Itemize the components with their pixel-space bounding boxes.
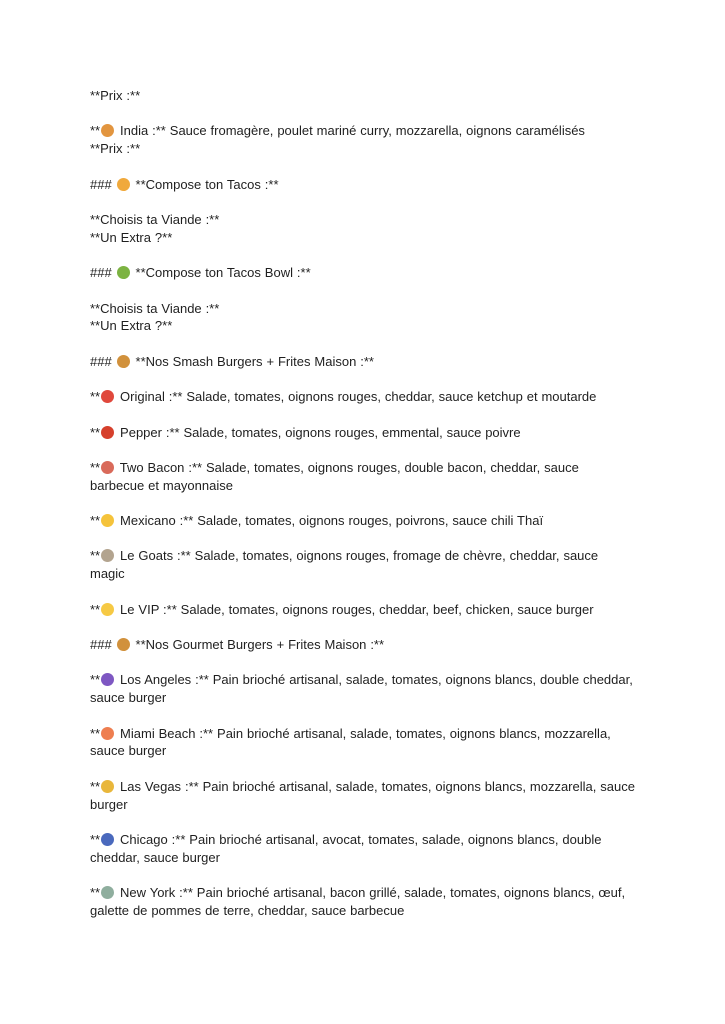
menu-paragraph [90, 671, 636, 707]
markdown-prefix: ** [90, 885, 101, 901]
paragraph-text: New York :** Pain brioché artisanal, bacon grillé, salade, tomates, oignons blancs, œuf, galette de pommes de terre, cheddar, sauce barbecue [90, 885, 626, 918]
paragraph-text: Chicago :** Pain brioché artisanal, avocat, tomates, salade, oignons blancs, double cheddar, sauce burger [90, 832, 602, 865]
goat-icon [101, 549, 114, 562]
menu-paragraph [90, 547, 636, 583]
markdown-prefix: ** [90, 424, 101, 440]
menu-paragraph [90, 884, 636, 920]
menu-paragraph [90, 300, 636, 336]
menu-paragraph [90, 87, 636, 105]
paragraph-text: **Un Extra ?** [90, 229, 173, 245]
paragraph-text: **Choisis ta Viande :** [90, 300, 220, 316]
paragraph-text: Miami Beach :** Pain brioché artisanal, salade, tomates, oignons blancs, mozzarella, sauce burger [90, 725, 611, 759]
paragraph-text: India :** Sauce fromagère, poulet mariné curry, mozzarella, oignons caramélisés [116, 123, 585, 139]
menu-paragraph [90, 424, 636, 442]
menu-paragraph [90, 459, 636, 495]
markdown-prefix: ** [90, 672, 101, 688]
paragraph-text: Las Vegas :** Pain brioché artisanal, salade, tomates, oignons blancs, mozzarella, sauce burger [90, 778, 635, 812]
menu-paragraph [90, 353, 636, 371]
menu-paragraph [90, 601, 636, 619]
menu-paragraph [90, 264, 636, 282]
menu-paragraph [90, 725, 636, 761]
taco-icon [117, 178, 130, 191]
menu-paragraph [90, 778, 636, 814]
menu-paragraph [90, 512, 636, 530]
paragraph-text: Mexicano :** Salade, tomates, oignons rouges, poivrons, sauce chili Thaï [116, 513, 544, 529]
markdown-prefix: ** [90, 725, 101, 741]
paragraph-text: **Choisis ta Viande :** [90, 211, 220, 227]
menu-paragraph [90, 122, 636, 158]
paragraph-text: **Nos Smash Burgers + Frites Maison :** [131, 353, 374, 369]
paragraph-text: Two Bacon :** Salade, tomates, oignons rouges, double bacon, cheddar, sauce barbecue et mayonnaise [90, 459, 579, 493]
paragraph-text: Original :** Salade, tomates, oignons rouges, cheddar, sauce ketchup et moutarde [116, 389, 597, 405]
burger-icon [117, 355, 130, 368]
paragraph-text: Le Goats :** Salade, tomates, oignons rouges, fromage de chèvre, cheddar, sauce magic [90, 548, 599, 582]
markdown-prefix: ** [90, 548, 101, 564]
markdown-prefix: ** [90, 778, 101, 794]
burger-icon [117, 638, 130, 651]
paragraph-text: **Compose ton Tacos Bowl :** [131, 265, 311, 281]
markdown-prefix: ### [90, 176, 116, 192]
slot-machine-icon [101, 780, 114, 793]
markdown-prefix: ** [90, 832, 101, 848]
paragraph-text: Los Angeles :** Pain brioché artisanal, salade, tomates, oignons blancs, double cheddar, sauce burger [90, 672, 633, 706]
green-salad-icon [117, 266, 130, 279]
bacon-icon [101, 461, 114, 474]
menu-paragraph [90, 636, 636, 654]
markdown-prefix: ** [90, 513, 101, 529]
paragraph-text: **Prix :** [90, 141, 141, 157]
markdown-prefix: ** [90, 459, 101, 475]
paragraph-text: **Compose ton Tacos :** [131, 176, 279, 192]
paragraph-text: **Prix :** [90, 88, 141, 103]
flatbread-icon [101, 124, 114, 137]
markdown-prefix: ### [90, 265, 116, 281]
markdown-prefix: ** [90, 123, 101, 139]
menu-paragraph [90, 831, 636, 867]
paragraph-text: Pepper :** Salade, tomates, oignons rouges, emmental, sauce poivre [116, 424, 521, 440]
cheese-icon [101, 514, 114, 527]
glowing-star-icon [101, 603, 114, 616]
paragraph-text: **Nos Gourmet Burgers + Frites Maison :** [131, 637, 385, 653]
tomato-icon [101, 390, 114, 403]
paragraph-text: **Un Extra ?** [90, 318, 173, 334]
night-city-icon [101, 833, 114, 846]
menu-paragraph [90, 176, 636, 194]
markdown-prefix: ### [90, 637, 116, 653]
markdown-prefix: ### [90, 353, 116, 369]
menu-paragraph [90, 211, 636, 247]
statue-of-liberty-icon [101, 886, 114, 899]
chili-pepper-icon [101, 426, 114, 439]
markdown-prefix: ** [90, 389, 101, 405]
menu-paragraph [90, 388, 636, 406]
beach-umbrella-icon [101, 727, 114, 740]
cityscape-dusk-icon [101, 673, 114, 686]
paragraph-text: Le VIP :** Salade, tomates, oignons rouges, cheddar, beef, chicken, sauce burger [116, 601, 594, 617]
markdown-prefix: ** [90, 601, 101, 617]
